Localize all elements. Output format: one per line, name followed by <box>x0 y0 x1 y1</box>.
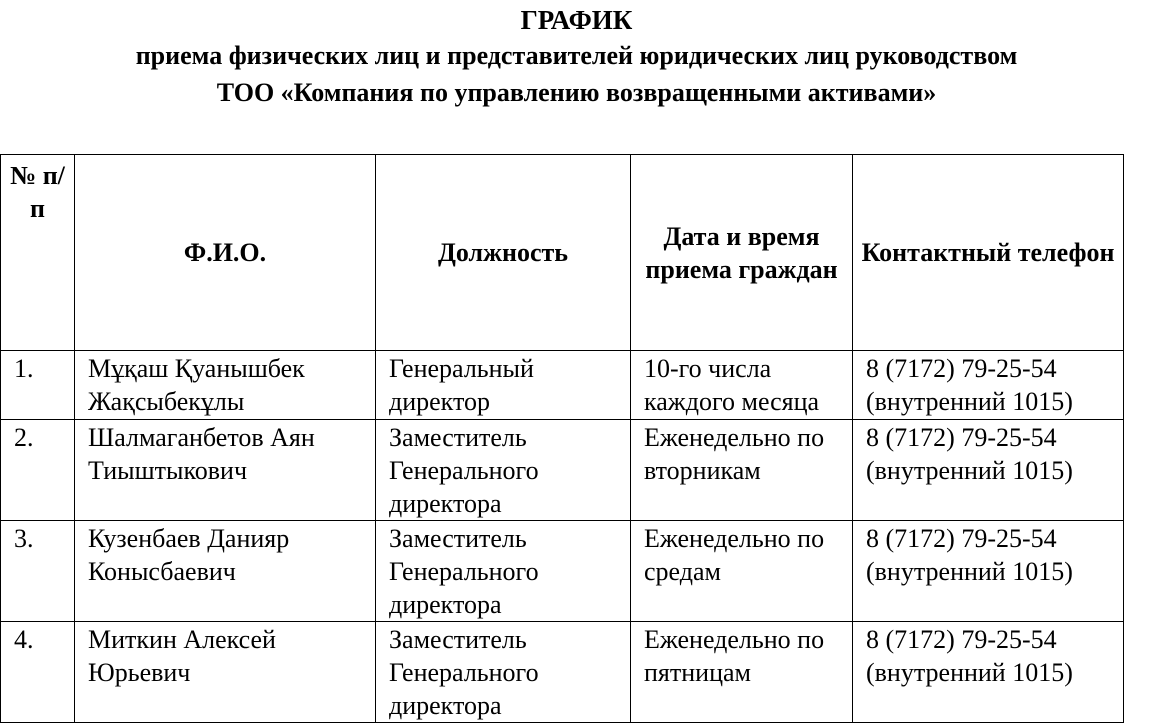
column-header-datetime: Дата и время приема граждан <box>631 155 853 351</box>
row-position: Генеральный директор <box>376 351 631 420</box>
row-name: Мұқаш Қуанышбек Жақсыбекұлы <box>75 351 376 420</box>
row-num: 2. <box>1 420 75 521</box>
row-phone: 8 (7172) 79-25-54 (внутренний 1015) <box>853 420 1124 521</box>
document-subtitle-line-2: ТОО «Компания по управлению возвращенными активами» <box>216 78 937 107</box>
document-header <box>0 2 1153 112</box>
document-subtitle-line-1: приема физических лиц и представителей юридических лиц руководством <box>135 41 1018 70</box>
row-name: Кузенбаев Данияр Конысбаевич <box>75 521 376 622</box>
row-name: Миткин Алексей Юрьевич <box>75 622 376 723</box>
row-num: 1. <box>1 351 75 420</box>
column-header-name: Ф.И.О. <box>75 155 376 351</box>
table-row <box>1 521 1124 622</box>
row-datetime: Еженедельно по вторникам <box>631 420 853 521</box>
column-header-num: № п/п <box>1 155 75 351</box>
row-datetime: 10-го числа каждого месяца <box>631 351 853 420</box>
row-num: 4. <box>1 622 75 723</box>
row-phone: 8 (7172) 79-25-54 (внутренний 1015) <box>853 521 1124 622</box>
row-position: Заместитель Генерального директора <box>376 521 631 622</box>
reception-schedule-table <box>0 154 1124 723</box>
row-phone: 8 (7172) 79-25-54 (внутренний 1015) <box>853 351 1124 420</box>
row-name: Шалмаганбетов Аян Тиыштыкович <box>75 420 376 521</box>
row-num: 3. <box>1 521 75 622</box>
row-position: Заместитель Генерального директора <box>376 622 631 723</box>
document-title: ГРАФИК <box>520 5 633 35</box>
column-header-position: Должность <box>376 155 631 351</box>
table-header-row <box>1 155 1124 351</box>
column-header-phone: Контактный телефон <box>853 155 1124 351</box>
row-datetime: Еженедельно по пятницам <box>631 622 853 723</box>
row-position: Заместитель Генерального директора <box>376 420 631 521</box>
row-phone: 8 (7172) 79-25-54 (внутренний 1015) <box>853 622 1124 723</box>
table-row <box>1 420 1124 521</box>
row-datetime: Еженедельно по средам <box>631 521 853 622</box>
table-row <box>1 351 1124 420</box>
table-row <box>1 622 1124 723</box>
